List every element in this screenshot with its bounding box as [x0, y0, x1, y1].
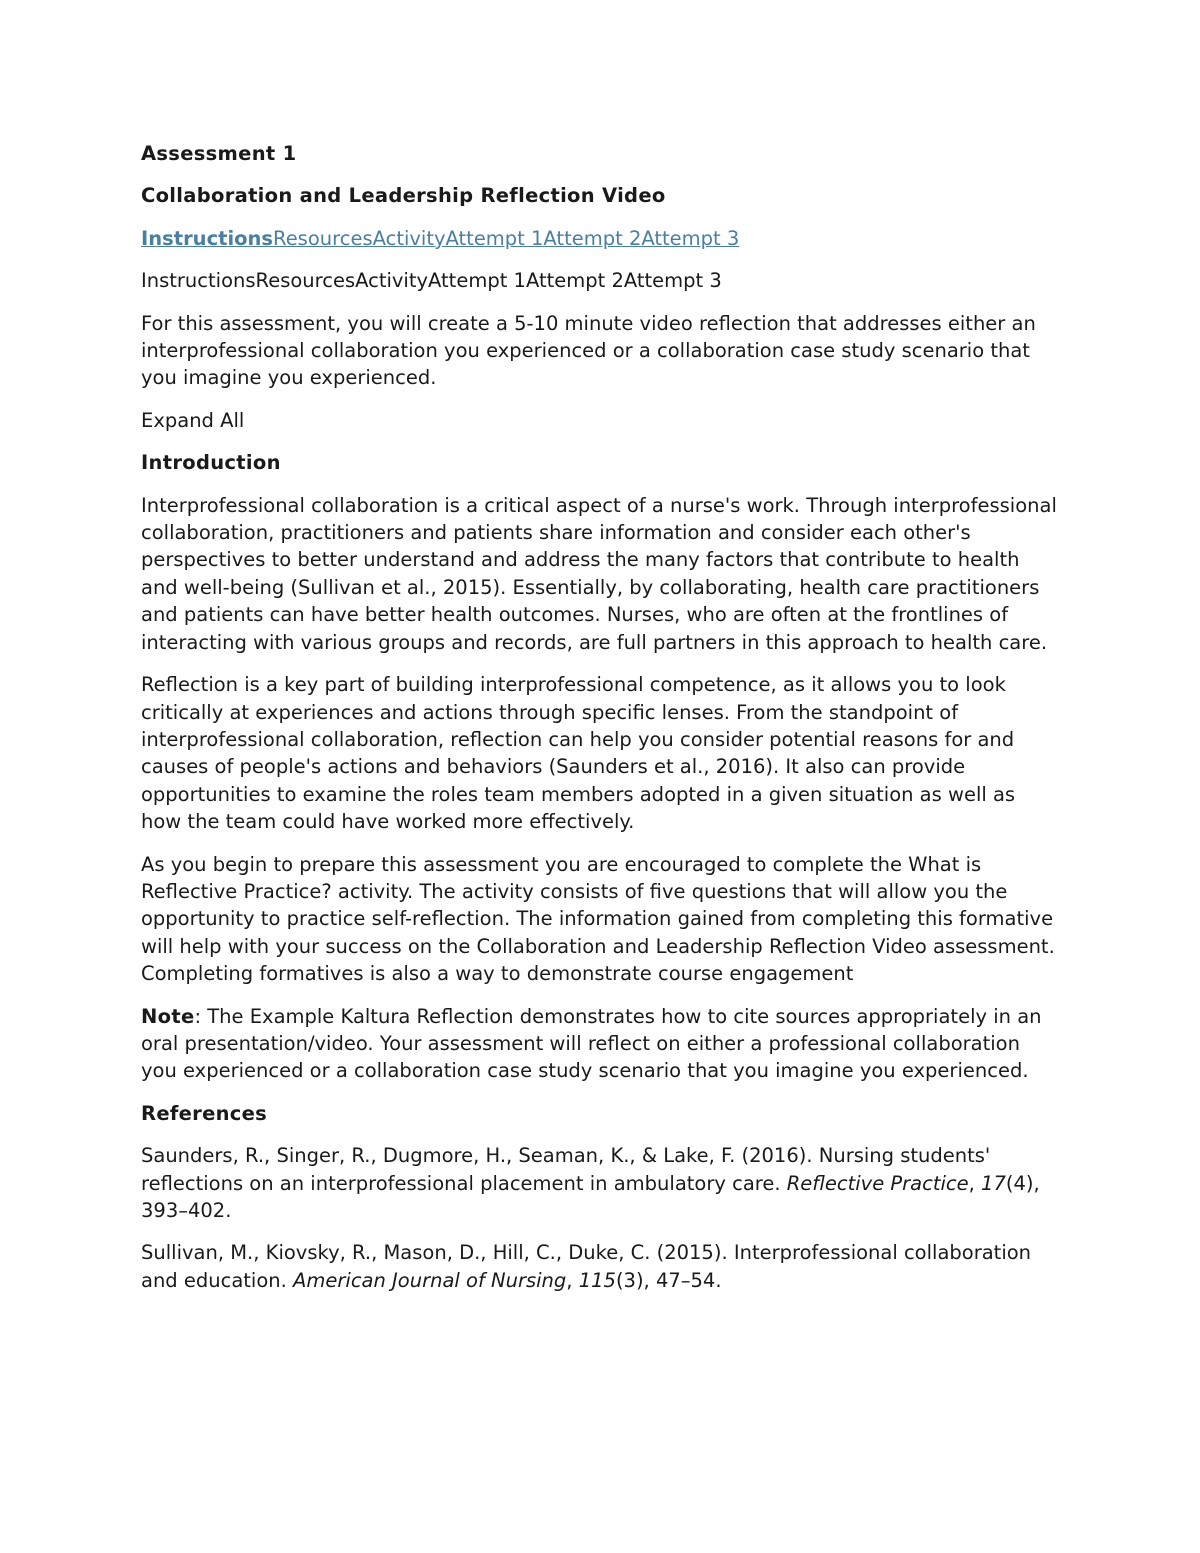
reference-citation: Saunders, R., Singer, R., Dugmore, H., Seaman, K., & Lake, F. (2016). Nursing students' reflections on an interprofessional placement in ambulatory care.	[141, 1144, 991, 1195]
document-body	[141, 140, 1061, 1294]
reference-citation: Sullivan, M., Kiovsky, R., Mason, D., Hill, C., Duke, C. (2015). Interprofessional collaboration and education.	[141, 1241, 1032, 1292]
page-title: Assessment 1	[141, 142, 297, 165]
tab-instructions-link[interactable]: Instructions	[141, 226, 274, 250]
tab-other-links[interactable]: ResourcesActivityAttempt 1Attempt 2Attempt 3	[273, 226, 740, 250]
reference-separator: ,	[566, 1268, 579, 1292]
note-label: Note	[141, 1004, 195, 1028]
reference-item	[141, 1142, 1061, 1224]
reference-separator: ,	[968, 1171, 982, 1195]
page-subtitle: Collaboration and Leadership Reflection Video	[141, 184, 666, 208]
reference-volume: 17	[981, 1171, 1006, 1195]
reference-journal: American Journal of Nursing	[293, 1268, 567, 1292]
introduction-heading: Introduction	[141, 451, 281, 475]
references-heading: References	[141, 1101, 268, 1125]
tab-links	[141, 225, 1061, 252]
introduction-paragraph-2: Reflection is a key part of building interprofessional competence, as it allows you to look critically at experiences and actions through specific lenses. From the standpoint of interprofessional collaboration, reflection can help you consider potential reasons for and causes of people's actions and behaviors (Saunders et al., 2016). It also can provide opportunities to examine the roles team members adopted in a given situation as well as how the team could have worked more effectively.	[141, 673, 1016, 834]
introduction-paragraph-1: Interprofessional collaboration is a critical aspect of a nurse's work. Through interprofessional collaboration, practitioners and patients share information and consider each other's perspectives to better understand and address the many factors that contribute to health and well-being (Sullivan et al., 2015). Essentially, by collaborating, health care practitioners and patients can have better health outcomes. Nurses, who are often at the frontlines of interacting with various groups and records, are full partners in this approach to health care.	[141, 493, 1057, 654]
tab-labels-plain: InstructionsResourcesActivityAttempt 1Attempt 2Attempt 3	[141, 269, 722, 293]
reference-journal: Reflective Practice	[786, 1171, 969, 1195]
note-paragraph	[141, 1003, 1061, 1085]
reference-item	[141, 1239, 1061, 1294]
expand-all-button[interactable]: Expand All	[141, 408, 245, 432]
note-text: : The Example Kaltura Reflection demonstrates how to cite sources appropriately in an oral presentation/video. Your assessment will reflect on either a professional collaboration you experienced or a collaboration case study scenario that you imagine you experienced.	[141, 1004, 1042, 1083]
introduction-paragraph-3: As you begin to prepare this assessment you are encouraged to complete the What is Reflective Practice? activity. The activity consists of five questions that will allow you the opportunity to practice self-reflection. The information gained from completing this formative will help with your success on the Collaboration and Leadership Reflection Video assessment. Completing formatives is also a way to demonstrate course engagement	[141, 852, 1055, 986]
reference-pages: (4), 393–402.	[141, 1171, 1040, 1222]
reference-volume: 115	[578, 1268, 616, 1292]
assessment-summary: For this assessment, you will create a 5-10 minute video reflection that addresses either an interprofessional collaboration you experienced or a collaboration case study scenario that you imagine you experienced.	[141, 311, 1036, 390]
reference-pages: (3), 47–54.	[615, 1268, 722, 1292]
